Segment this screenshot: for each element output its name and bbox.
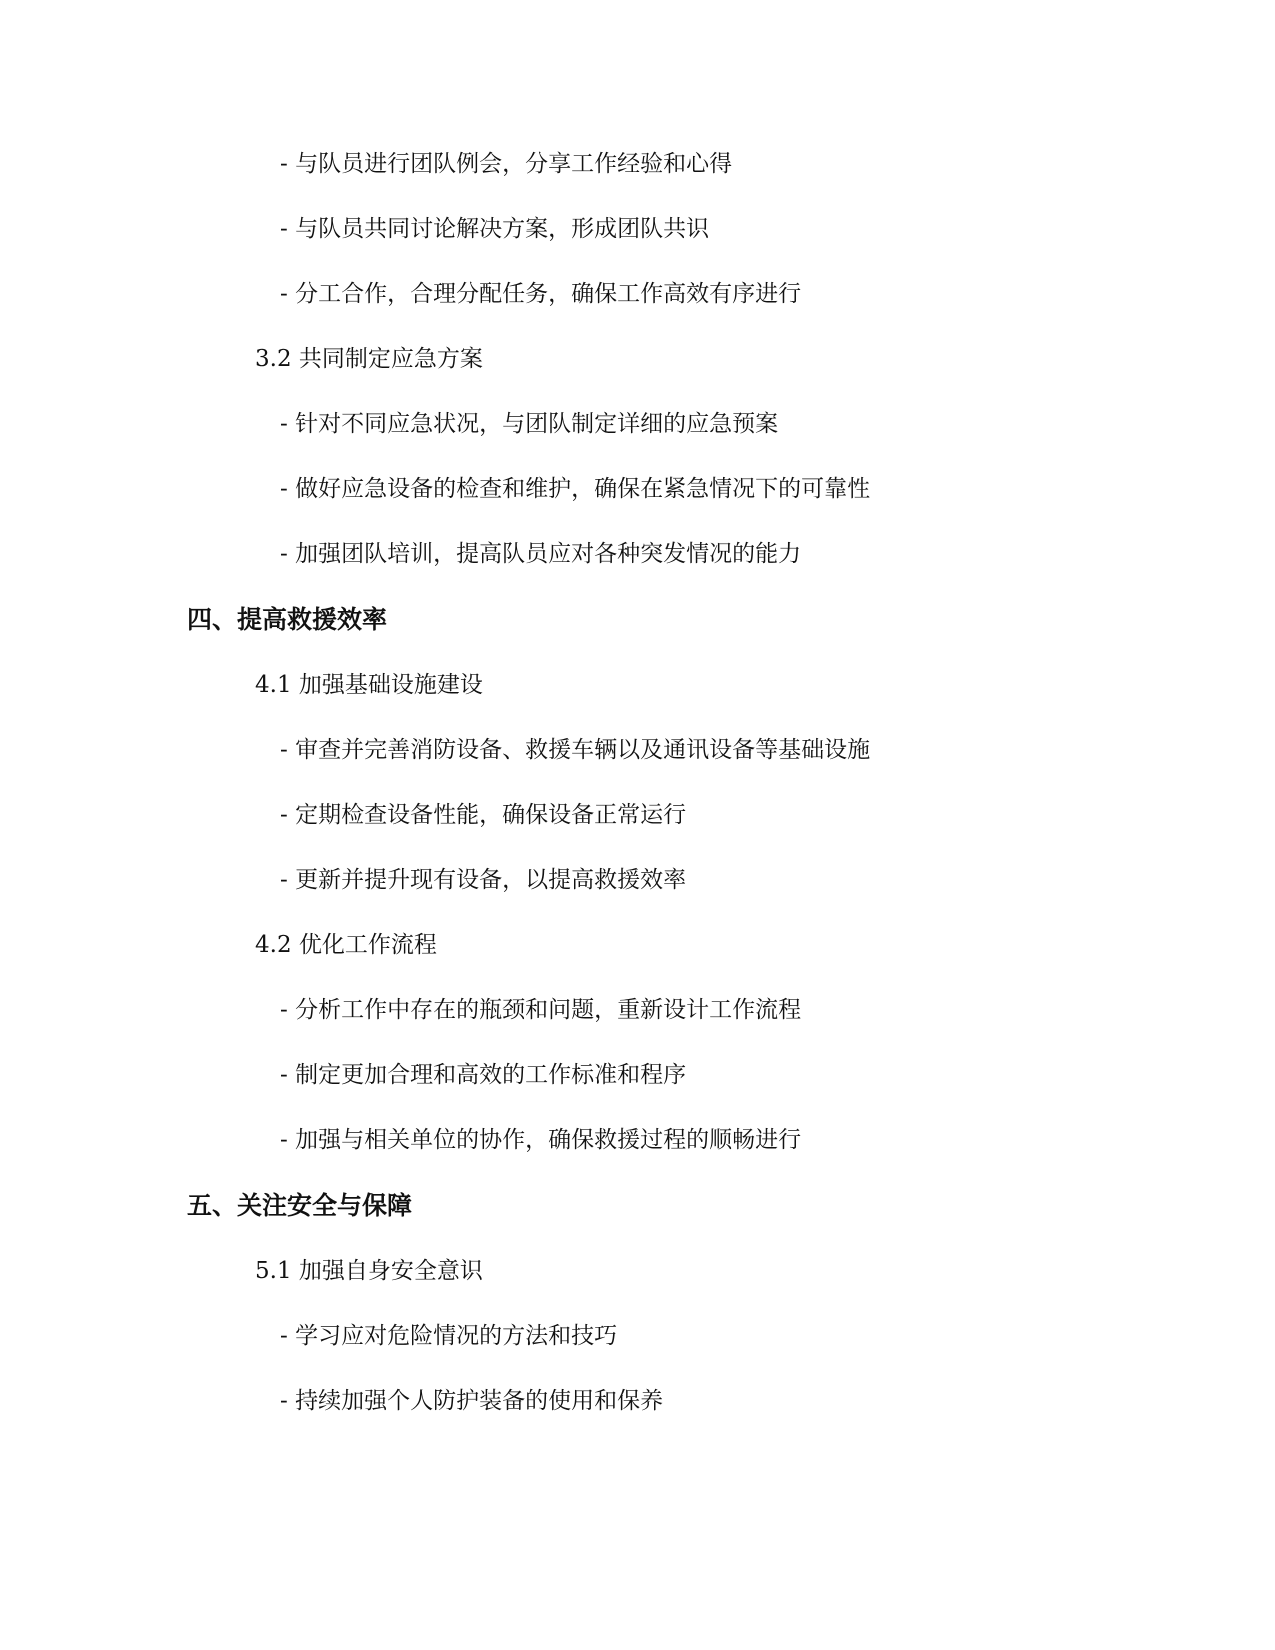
list-item: - 针对不同应急状况，与团队制定详细的应急预案 bbox=[280, 411, 779, 437]
list-item: - 制定更加合理和高效的工作标准和程序 bbox=[280, 1062, 687, 1088]
subsection-title-4-1: 4.1 加强基础设施建设 bbox=[255, 672, 483, 698]
section-heading-5: 五、关注安全与保障 bbox=[187, 1191, 413, 1220]
list-item: - 学习应对危险情况的方法和技巧 bbox=[280, 1323, 618, 1349]
list-item: - 定期检查设备性能，确保设备正常运行 bbox=[280, 802, 687, 828]
list-item: - 分析工作中存在的瓶颈和问题，重新设计工作流程 bbox=[280, 997, 802, 1023]
list-item: - 与队员进行团队例会，分享工作经验和心得 bbox=[280, 151, 733, 177]
list-item: - 持续加强个人防护装备的使用和保养 bbox=[280, 1388, 664, 1414]
subsection-title-5-1: 5.1 加强自身安全意识 bbox=[255, 1258, 483, 1284]
subsection-title-3-2: 3.2 共同制定应急方案 bbox=[255, 346, 483, 372]
list-item: - 审查并完善消防设备、救援车辆以及通讯设备等基础设施 bbox=[280, 737, 871, 763]
list-item: - 加强与相关单位的协作，确保救援过程的顺畅进行 bbox=[280, 1127, 802, 1153]
list-item: - 加强团队培训，提高队员应对各种突发情况的能力 bbox=[280, 541, 802, 567]
list-item: - 更新并提升现有设备，以提高救援效率 bbox=[280, 867, 687, 893]
list-item: - 分工合作，合理分配任务，确保工作高效有序进行 bbox=[280, 281, 802, 307]
list-item: - 与队员共同讨论解决方案，形成团队共识 bbox=[280, 216, 710, 242]
section-heading-4: 四、提高救援效率 bbox=[187, 605, 388, 634]
subsection-title-4-2: 4.2 优化工作流程 bbox=[255, 932, 437, 958]
list-item: - 做好应急设备的检查和维护，确保在紧急情况下的可靠性 bbox=[280, 476, 871, 502]
